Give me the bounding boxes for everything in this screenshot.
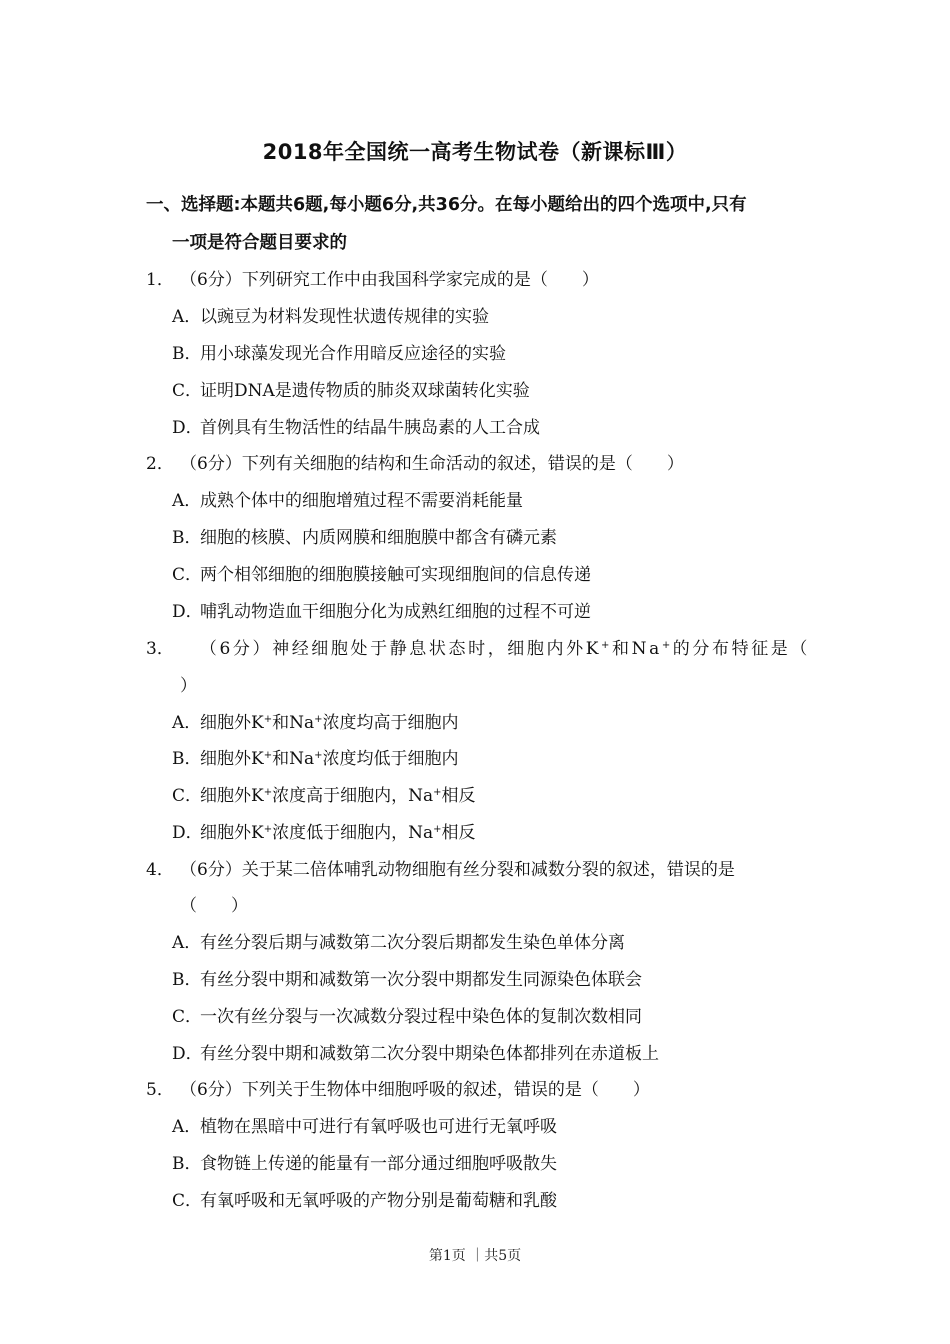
option-label: B．	[172, 1154, 202, 1174]
option-label: C．	[172, 565, 203, 585]
option-part: 细胞外K	[200, 823, 264, 843]
option-1a	[172, 302, 489, 327]
option-5b	[172, 1149, 557, 1174]
option-text: 有丝分裂中期和减数第二次分裂中期染色体都排列在赤道板上	[200, 1044, 659, 1064]
superscript: +	[433, 824, 442, 835]
question-1	[146, 265, 599, 290]
option-part: 浓度低于细胞内，Na	[272, 823, 434, 843]
stem-part: （6分）神经细胞处于静息状态时，细胞内外K	[199, 639, 602, 659]
question-3-continuation: ）	[180, 676, 197, 696]
question-stem: （6分）下列有关细胞的结构和生命活动的叙述，错误的是（ ）	[180, 454, 684, 474]
superscript: +	[263, 824, 273, 835]
question-stem: （6分）下列关于生物体中细胞呼吸的叙述，错误的是（ ）	[180, 1080, 650, 1100]
question-stem: （6分）关于某二倍体哺乳动物细胞有丝分裂和减数分裂的叙述，错误的是	[180, 860, 735, 880]
option-part: 和Na	[272, 749, 315, 769]
question-stem: （6分）下列研究工作中由我国科学家完成的是（ ）	[180, 270, 599, 290]
option-label: B．	[172, 970, 202, 990]
option-part: 浓度均低于细胞内	[322, 749, 459, 769]
option-3c	[172, 781, 476, 806]
page-title: 2018年全国统一高考生物试卷（新课标Ⅲ）	[262, 140, 688, 164]
option-text: 植物在黑暗中可进行有氧呼吸也可进行无氧呼吸	[200, 1117, 557, 1137]
option-label: C．	[172, 1191, 203, 1211]
option-1c	[172, 376, 530, 401]
option-text: 一次有丝分裂与一次减数分裂过程中染色体的复制次数相同	[200, 1007, 642, 1027]
superscript: +	[314, 750, 323, 761]
option-label: C．	[172, 786, 203, 806]
option-2c	[172, 560, 591, 585]
option-1d	[172, 413, 540, 438]
option-text	[200, 713, 459, 733]
option-label: C．	[172, 381, 203, 401]
option-label: A．	[172, 933, 202, 953]
option-3a	[172, 708, 459, 733]
superscript: +	[263, 714, 273, 725]
option-label: C．	[172, 1007, 203, 1027]
question-5	[146, 1075, 650, 1100]
option-text	[200, 749, 459, 769]
stem-part: 和Na	[612, 639, 662, 659]
question-number: 3．	[146, 639, 174, 659]
question-4-continuation: （ ）	[180, 896, 248, 916]
superscript: +	[263, 787, 273, 798]
option-2a	[172, 486, 523, 511]
option-part: 浓度均高于细胞内	[322, 713, 459, 733]
question-4	[146, 855, 735, 880]
question-3	[146, 634, 810, 659]
option-label: D．	[172, 823, 203, 843]
superscript: +	[661, 640, 673, 651]
option-label: D．	[172, 602, 203, 622]
question-number: 5．	[146, 1080, 174, 1100]
option-text: 哺乳动物造血干细胞分化为成熟红细胞的过程不可逆	[200, 602, 591, 622]
option-text: 用小球藻发现光合作用暗反应途径的实验	[200, 344, 506, 364]
option-2b	[172, 523, 557, 548]
option-label: A．	[172, 713, 202, 733]
question-number: 2．	[146, 454, 174, 474]
superscript: +	[601, 640, 612, 651]
option-3b	[172, 744, 459, 769]
option-part: 细胞外K	[200, 749, 264, 769]
section-heading-line1: 一、选择题:本题共6题,每小题6分,共36分。在每小题给出的四个选项中,只有	[146, 195, 747, 215]
option-1b	[172, 339, 506, 364]
option-label: B．	[172, 528, 202, 548]
option-2d	[172, 597, 591, 622]
option-5c	[172, 1186, 557, 1211]
option-text: 证明DNA是遗传物质的肺炎双球菌转化实验	[200, 381, 530, 401]
option-part: 相反	[441, 823, 476, 843]
option-part: 相反	[441, 786, 476, 806]
option-5a	[172, 1112, 557, 1137]
stem-part: 的分布特征是（	[672, 639, 810, 659]
question-number: 4．	[146, 860, 174, 880]
option-text	[200, 823, 476, 843]
option-label: D．	[172, 418, 203, 438]
option-label: A．	[172, 491, 202, 511]
option-text: 细胞的核膜、内质网膜和细胞膜中都含有磷元素	[200, 528, 557, 548]
option-text: 有氧呼吸和无氧呼吸的产物分别是葡萄糖和乳酸	[200, 1191, 557, 1211]
section-heading-line2: 一项是符合题目要求的	[172, 233, 347, 253]
option-text: 有丝分裂中期和减数第一次分裂中期都发生同源染色体联会	[200, 970, 642, 990]
superscript: +	[263, 750, 273, 761]
option-4d	[172, 1039, 659, 1064]
option-text: 以豌豆为材料发现性状遗传规律的实验	[200, 307, 489, 327]
option-4c	[172, 1002, 642, 1027]
option-part: 浓度高于细胞内，Na	[272, 786, 434, 806]
superscript: +	[314, 714, 323, 725]
option-4a	[172, 928, 625, 953]
option-label: B．	[172, 344, 202, 364]
option-3d	[172, 818, 476, 843]
option-label: A．	[172, 307, 202, 327]
page-footer: 第1页 ｜共5页	[428, 1248, 522, 1264]
option-label: D．	[172, 1044, 203, 1064]
question-stem	[200, 634, 810, 659]
option-part: 和Na	[272, 713, 315, 733]
question-number: 1．	[146, 270, 174, 290]
option-text: 两个相邻细胞的细胞膜接触可实现细胞间的信息传递	[200, 565, 591, 585]
option-text: 成熟个体中的细胞增殖过程不需要消耗能量	[200, 491, 523, 511]
superscript: +	[433, 787, 442, 798]
option-text: 食物链上传递的能量有一部分通过细胞呼吸散失	[200, 1154, 557, 1174]
option-label: B．	[172, 749, 202, 769]
option-part: 细胞外K	[200, 786, 264, 806]
option-label: A．	[172, 1117, 202, 1137]
option-4b	[172, 965, 642, 990]
question-2	[146, 449, 684, 474]
option-text: 有丝分裂后期与减数第二次分裂后期都发生染色单体分离	[200, 933, 625, 953]
option-text	[200, 786, 476, 806]
option-part: 细胞外K	[200, 713, 264, 733]
option-text: 首例具有生物活性的结晶牛胰岛素的人工合成	[200, 418, 540, 438]
